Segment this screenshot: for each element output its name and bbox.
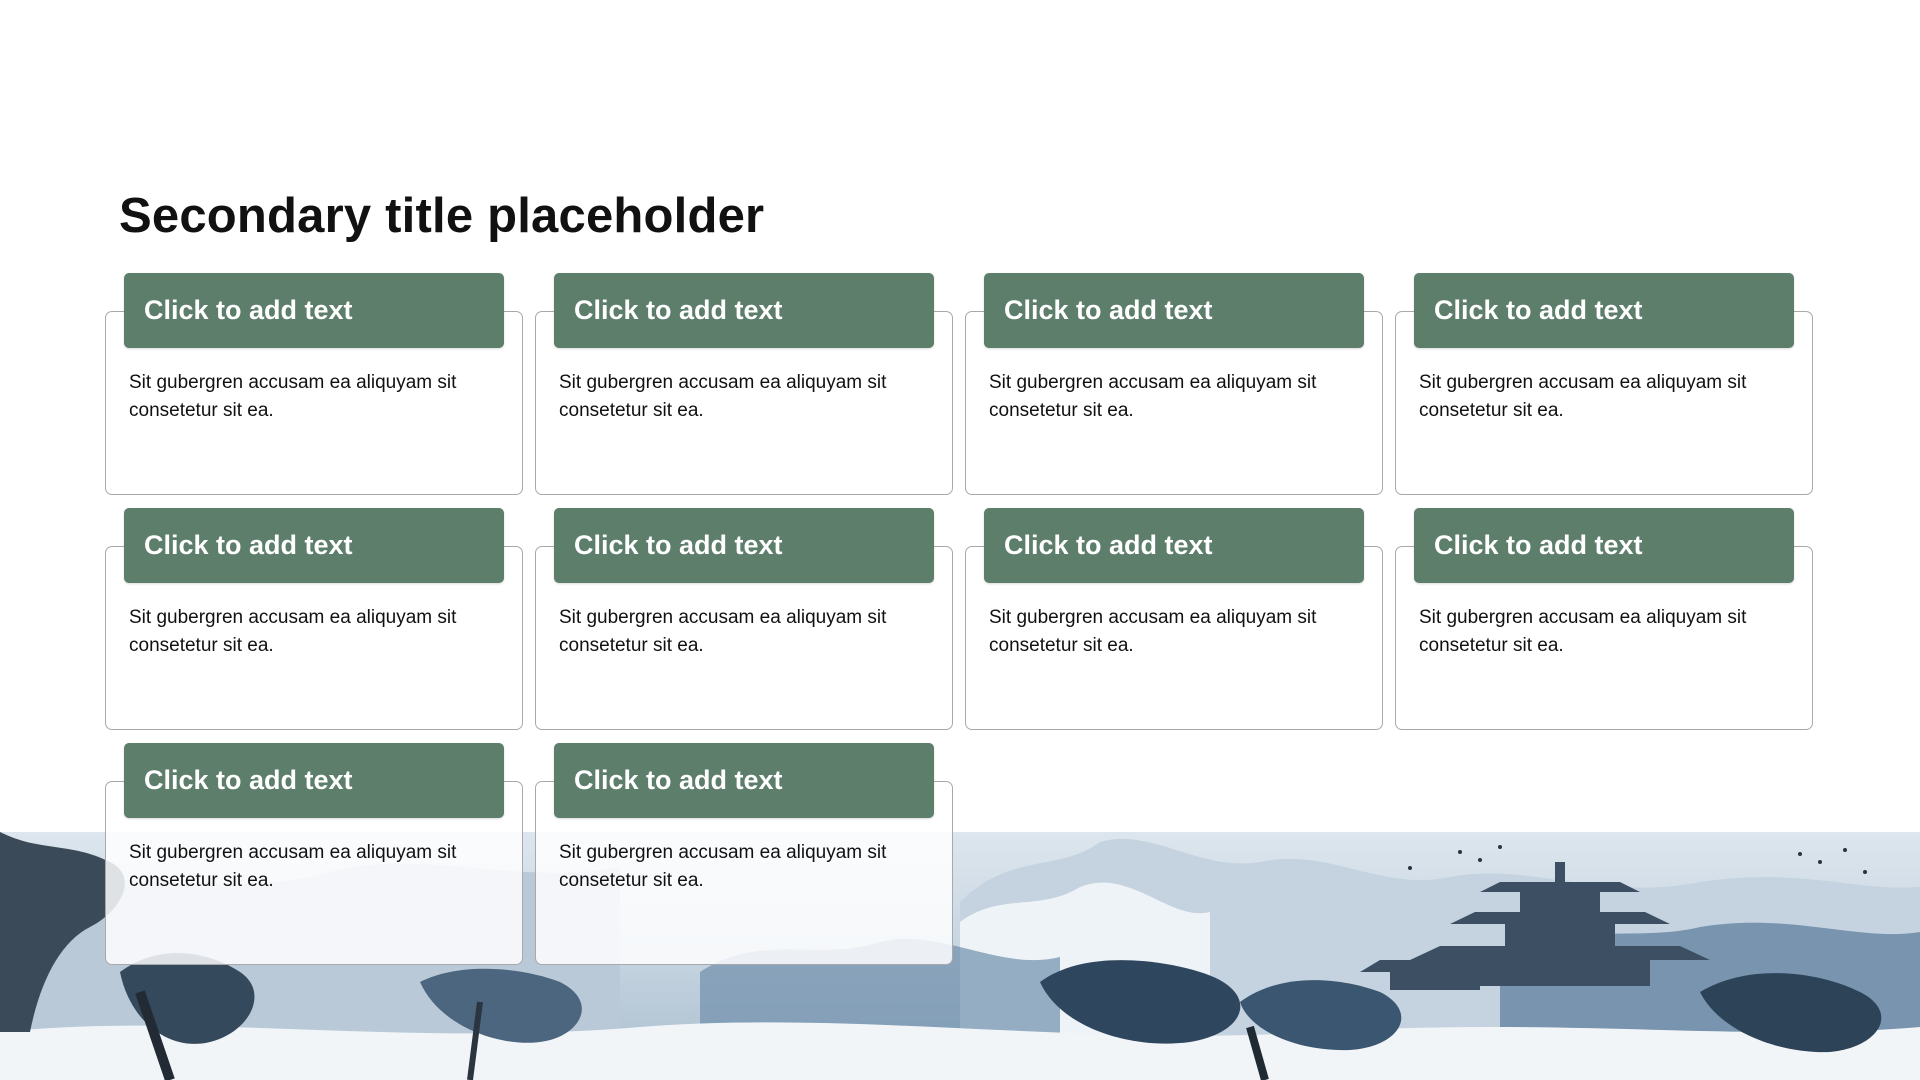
card-heading[interactable]: Click to add text: [124, 273, 504, 348]
card-text[interactable]: Sit gubergren accusam ea aliquyam sit consetetur sit ea.: [559, 372, 887, 421]
card-text[interactable]: Sit gubergren accusam ea aliquyam sit consetetur sit ea.: [559, 842, 887, 891]
card-text[interactable]: Sit gubergren accusam ea aliquyam sit consetetur sit ea.: [1419, 607, 1747, 656]
card-9: [105, 743, 525, 967]
card-3: [965, 273, 1385, 497]
card-heading[interactable]: Click to add text: [984, 508, 1364, 583]
card-heading[interactable]: Click to add text: [124, 743, 504, 818]
card-text[interactable]: Sit gubergren accusam ea aliquyam sit consetetur sit ea.: [129, 372, 457, 421]
card-7: [965, 508, 1385, 732]
card-text[interactable]: Sit gubergren accusam ea aliquyam sit consetetur sit ea.: [989, 607, 1317, 656]
card-heading[interactable]: Click to add text: [1414, 508, 1794, 583]
card-text[interactable]: Sit gubergren accusam ea aliquyam sit consetetur sit ea.: [989, 372, 1317, 421]
card-8: [1395, 508, 1815, 732]
card-heading[interactable]: Click to add text: [124, 508, 504, 583]
card-heading[interactable]: Click to add text: [554, 273, 934, 348]
card-4: [1395, 273, 1815, 497]
card-1: [105, 273, 525, 497]
card-text[interactable]: Sit gubergren accusam ea aliquyam sit consetetur sit ea.: [559, 607, 887, 656]
card-10: [535, 743, 955, 967]
card-heading[interactable]: Click to add text: [554, 508, 934, 583]
page-title: Secondary title placeholder: [119, 189, 765, 243]
card-text[interactable]: Sit gubergren accusam ea aliquyam sit consetetur sit ea.: [129, 607, 457, 656]
card-heading[interactable]: Click to add text: [1414, 273, 1794, 348]
card-heading[interactable]: Click to add text: [554, 743, 934, 818]
card-heading[interactable]: Click to add text: [984, 273, 1364, 348]
card-text[interactable]: Sit gubergren accusam ea aliquyam sit consetetur sit ea.: [1419, 372, 1747, 421]
card-5: [105, 508, 525, 732]
card-text[interactable]: Sit gubergren accusam ea aliquyam sit consetetur sit ea.: [129, 842, 457, 891]
card-6: [535, 508, 955, 732]
card-2: [535, 273, 955, 497]
